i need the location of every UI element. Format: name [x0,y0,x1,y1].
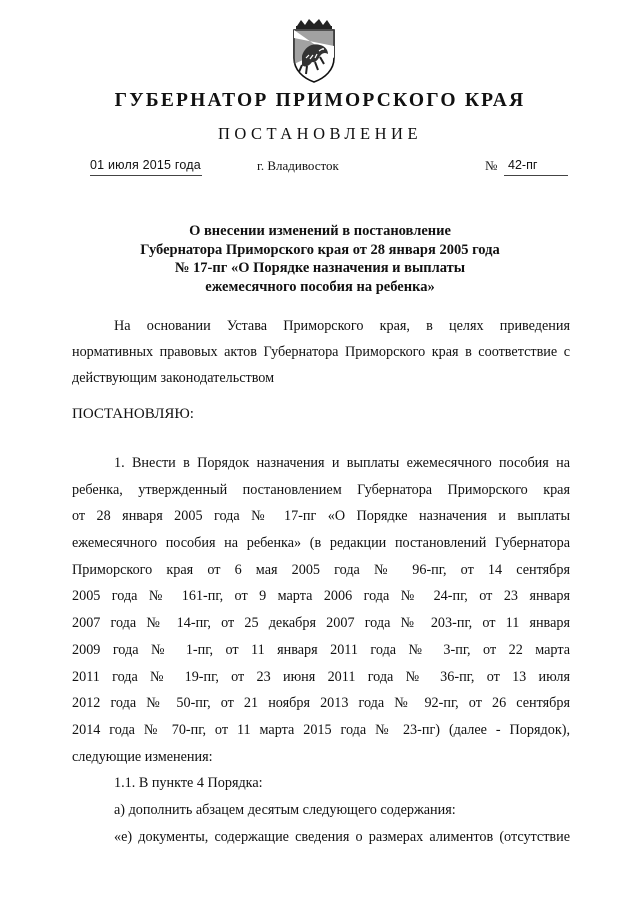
document-number: 42-пг [508,158,538,172]
text-line: 2014 года № 70-пг, от 11 марта 2015 года № 23-пг) (далее - Порядок), [72,721,570,738]
text-line: 2011 года № 19-пг, от 23 июня 2011 года № 36-пг, от 13 июля [72,668,570,685]
text-line: 1. Внести в Порядок назначения и выплаты ежемесячного пособия на [114,455,570,471]
text-line: действующим законодательством [72,370,275,386]
text-line: 2007 года № 14-пг, от 25 декабря 2007 года № 203-пг, от 11 января [72,615,570,632]
document-date [90,158,202,172]
text-line: следующие изменения: [72,748,213,765]
number-label: № [485,158,498,173]
decree-word: ПОСТАНОВЛЯЮ: [72,406,194,422]
document-type: ПОСТАНОВЛЕНИЕ [217,124,423,143]
text-line: 2005 года № 161-пг, от 9 марта 2006 года № 24-пг, от 23 января [72,588,570,605]
coat-of-arms-icon [285,16,343,84]
item-a: а) дополнить абзацем десятым следующего содержания: [114,801,456,818]
title-line: Губернатора Приморского края от 28 января 2005 года [140,241,500,258]
item-e: «е) документы, содержащие сведения о размерах алиментов (отсутствие [114,828,570,845]
text-line: ребенка, утвержденный постановлением Губернатора Приморского края [72,481,570,498]
text-line: ежемесячного пособия на ребенка» (в редакции постановлений Губернатора [72,535,570,552]
document-title [0,222,640,296]
title-line: № 17-пг «О Порядке назначения и выплаты [174,260,466,276]
main-paragraph [72,450,570,850]
date-underline [90,175,202,176]
text-line: 2009 года № 1-пг, от 11 января 2011 года № 3-пг, от 22 марта [72,641,570,658]
issue-city: г. Владивосток [257,158,339,173]
issuing-authority: ГУБЕРНАТОР ПРИМОРСКОГО КРАЯ [114,90,526,111]
item-1-1: 1.1. В пункте 4 Порядка: [114,775,263,792]
text-line: нормативных правовых актов Губернатора Приморского края в соответствие с [72,344,570,360]
text-line: На основании Устава Приморского края, в целях приведения [114,318,570,334]
text-line: Приморского края от 6 мая 2005 года № 96-пг, от 14 сентября [72,561,570,578]
title-line: ежемесячного пособия на ребенка» [205,278,435,295]
number-underline [504,175,568,176]
text-line: от 28 января 2005 года № 17-пг «О Порядке назначения и выплаты [72,508,570,525]
date-handwritten: 01 июля 2015 года [90,158,201,172]
text-line: 2012 года № 50-пг, от 21 ноября 2013 года № 92-пг, от 26 сентября [72,695,570,712]
preamble-paragraph [72,313,570,391]
title-line: О внесении изменений в постановление [189,223,451,239]
